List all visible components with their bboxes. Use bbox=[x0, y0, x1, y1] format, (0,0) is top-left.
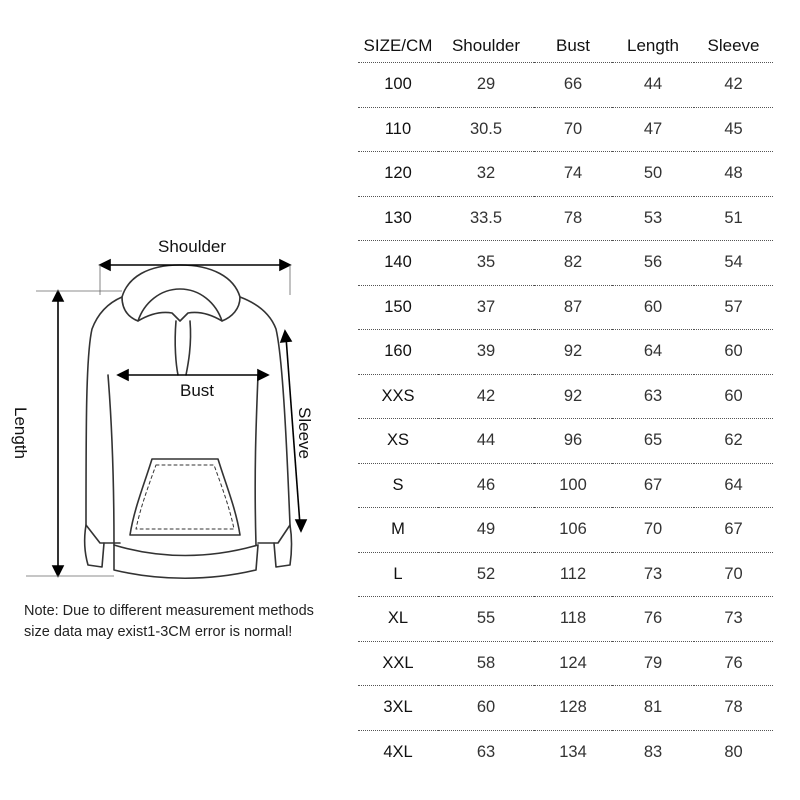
cell-sleeve: 80 bbox=[694, 730, 773, 774]
header-sleeve: Sleeve bbox=[707, 35, 760, 55]
cell-bust: 66 bbox=[534, 63, 612, 108]
cell-bust: 74 bbox=[534, 152, 612, 197]
cell-sleeve: 62 bbox=[694, 419, 773, 464]
cell-shoulder: 44 bbox=[438, 419, 534, 464]
table-row bbox=[358, 330, 773, 375]
cell-shoulder: 55 bbox=[438, 597, 534, 642]
cell-bust: 118 bbox=[534, 597, 612, 642]
cell-length: 76 bbox=[612, 597, 694, 642]
cell-sleeve: 57 bbox=[694, 285, 773, 330]
cell-shoulder: 63 bbox=[438, 730, 534, 774]
cell-bust: 92 bbox=[534, 374, 612, 419]
cell-bust: 70 bbox=[534, 107, 612, 152]
table-row bbox=[358, 241, 773, 286]
table-row bbox=[358, 686, 773, 731]
table-row bbox=[358, 374, 773, 419]
table-row bbox=[358, 730, 773, 774]
cell-length: 44 bbox=[612, 63, 694, 108]
cell-size: XL bbox=[358, 597, 438, 642]
cell-sleeve: 42 bbox=[694, 63, 773, 108]
cell-size: 100 bbox=[358, 63, 438, 108]
cell-shoulder: 32 bbox=[438, 152, 534, 197]
cell-shoulder: 39 bbox=[438, 330, 534, 375]
cell-sleeve: 67 bbox=[694, 508, 773, 553]
cell-bust: 124 bbox=[534, 641, 612, 686]
table-header-row bbox=[358, 29, 773, 63]
cell-length: 64 bbox=[612, 330, 694, 375]
cell-shoulder: 52 bbox=[438, 552, 534, 597]
cell-sleeve: 64 bbox=[694, 463, 773, 508]
cell-length: 47 bbox=[612, 107, 694, 152]
cell-shoulder: 58 bbox=[438, 641, 534, 686]
cell-sleeve: 76 bbox=[694, 641, 773, 686]
cell-shoulder: 29 bbox=[438, 63, 534, 108]
cell-shoulder: 30.5 bbox=[438, 107, 534, 152]
cell-size: 4XL bbox=[358, 730, 438, 774]
cell-length: 65 bbox=[612, 419, 694, 464]
header-shoulder: Shoulder bbox=[451, 35, 521, 55]
cell-size: M bbox=[358, 508, 438, 553]
cell-length: 70 bbox=[612, 508, 694, 553]
cell-shoulder: 42 bbox=[438, 374, 534, 419]
cell-sleeve: 60 bbox=[694, 374, 773, 419]
cell-size: XXS bbox=[358, 374, 438, 419]
cell-length: 79 bbox=[612, 641, 694, 686]
cell-shoulder: 60 bbox=[438, 686, 534, 731]
table-row bbox=[358, 196, 773, 241]
table-row bbox=[358, 463, 773, 508]
cell-length: 60 bbox=[612, 285, 694, 330]
cell-shoulder: 49 bbox=[438, 508, 534, 553]
cell-shoulder: 37 bbox=[438, 285, 534, 330]
cell-sleeve: 45 bbox=[694, 107, 773, 152]
cell-length: 67 bbox=[612, 463, 694, 508]
table-row bbox=[358, 152, 773, 197]
cell-size: S bbox=[358, 463, 438, 508]
note-line-1: Note: Due to different measurement methods bbox=[24, 603, 314, 619]
cell-bust: 128 bbox=[534, 686, 612, 731]
cell-shoulder: 46 bbox=[438, 463, 534, 508]
table-row bbox=[358, 552, 773, 597]
cell-sleeve: 54 bbox=[694, 241, 773, 286]
cell-length: 63 bbox=[612, 374, 694, 419]
table-row bbox=[358, 597, 773, 642]
cell-size: 160 bbox=[358, 330, 438, 375]
cell-size: 120 bbox=[358, 152, 438, 197]
cell-bust: 78 bbox=[534, 196, 612, 241]
bust-label: Bust bbox=[180, 381, 215, 400]
cell-sleeve: 48 bbox=[694, 152, 773, 197]
cell-bust: 134 bbox=[534, 730, 612, 774]
cell-length: 81 bbox=[612, 686, 694, 731]
cell-bust: 112 bbox=[534, 552, 612, 597]
cell-sleeve: 73 bbox=[694, 597, 773, 642]
cell-shoulder: 35 bbox=[438, 241, 534, 286]
cell-bust: 82 bbox=[534, 241, 612, 286]
hoodie-measurement-diagram bbox=[0, 225, 360, 595]
header-bust: Bust bbox=[555, 35, 591, 55]
measurement-note bbox=[24, 601, 354, 643]
note-line-2: size data may exist1-3CM error is normal! bbox=[24, 624, 293, 640]
cell-size: 140 bbox=[358, 241, 438, 286]
shoulder-label: Shoulder bbox=[158, 237, 227, 256]
cell-bust: 87 bbox=[534, 285, 612, 330]
table-row bbox=[358, 641, 773, 686]
cell-size: 150 bbox=[358, 285, 438, 330]
cell-size: 3XL bbox=[358, 686, 438, 731]
header-size: SIZE/CM bbox=[363, 35, 433, 55]
cell-sleeve: 78 bbox=[694, 686, 773, 731]
cell-bust: 100 bbox=[534, 463, 612, 508]
cell-size: 130 bbox=[358, 196, 438, 241]
cell-bust: 96 bbox=[534, 419, 612, 464]
cell-size: L bbox=[358, 552, 438, 597]
cell-size: XS bbox=[358, 419, 438, 464]
cell-size: XXL bbox=[358, 641, 438, 686]
cell-bust: 106 bbox=[534, 508, 612, 553]
size-chart-table bbox=[358, 29, 773, 774]
cell-sleeve: 51 bbox=[694, 196, 773, 241]
cell-shoulder: 33.5 bbox=[438, 196, 534, 241]
table-row bbox=[358, 508, 773, 553]
table-row bbox=[358, 63, 773, 108]
table-row bbox=[358, 419, 773, 464]
length-label: Length bbox=[11, 407, 30, 459]
table-row bbox=[358, 285, 773, 330]
cell-bust: 92 bbox=[534, 330, 612, 375]
sleeve-label: Sleeve bbox=[294, 407, 314, 459]
cell-sleeve: 60 bbox=[694, 330, 773, 375]
header-length: Length bbox=[627, 35, 679, 55]
cell-length: 83 bbox=[612, 730, 694, 774]
cell-length: 53 bbox=[612, 196, 694, 241]
table-row bbox=[358, 107, 773, 152]
cell-length: 50 bbox=[612, 152, 694, 197]
cell-sleeve: 70 bbox=[694, 552, 773, 597]
cell-size: 110 bbox=[358, 107, 438, 152]
cell-length: 56 bbox=[612, 241, 694, 286]
cell-length: 73 bbox=[612, 552, 694, 597]
